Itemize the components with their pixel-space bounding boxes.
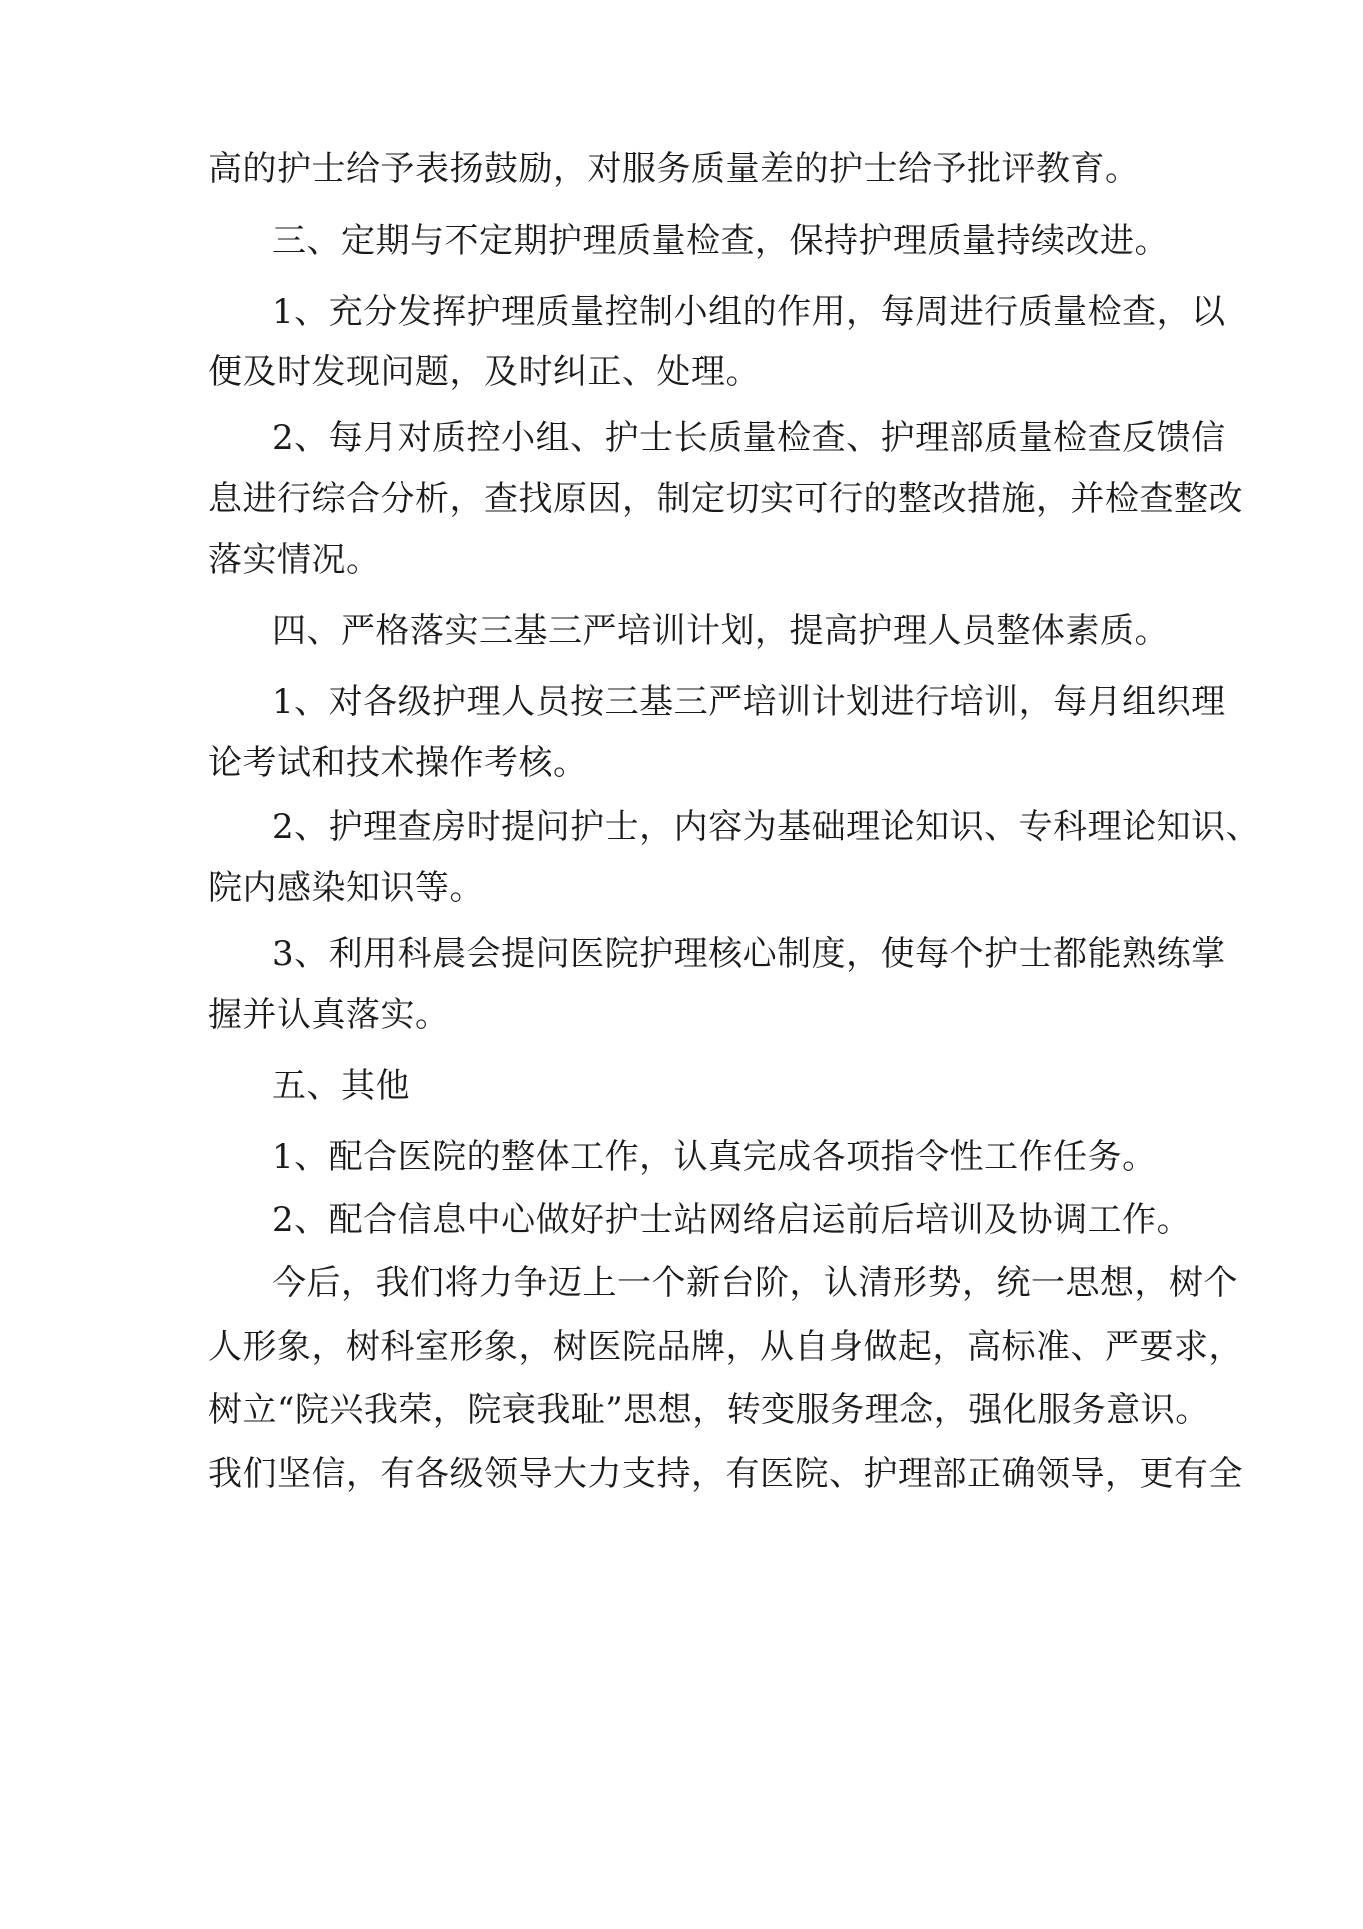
text-line: 高的护士给予表扬鼓励，对服务质量差的护士给予批评教育。 xyxy=(208,149,1140,189)
text-line: 3、利用科晨会提问医院护理核心制度，使每个护士都能熟练掌 xyxy=(272,934,1226,974)
text-line: 院内感染知识等。 xyxy=(208,868,484,908)
text-line: 便及时发现问题，及时纠正、处理。 xyxy=(208,352,760,392)
section-heading: 四、严格落实三基三严培训计划，提高护理人员整体素质。 xyxy=(272,611,1169,651)
section-heading: 五、其他 xyxy=(272,1066,410,1106)
text-line: 落实情况。 xyxy=(208,540,381,580)
text-line: 1、配合医院的整体工作，认真完成各项指令性工作任务。 xyxy=(272,1137,1157,1177)
section-heading: 三、定期与不定期护理质量检查，保持护理质量持续改进。 xyxy=(272,221,1169,261)
text-line: 2、配合信息中心做好护士站网络启运前后培训及协调工作。 xyxy=(272,1200,1192,1240)
text-line: 人形象，树科室形象，树医院品牌，从自身做起，高标准、严要求， xyxy=(208,1327,1243,1367)
text-line: 息进行综合分析，查找原因，制定切实可行的整改措施，并检查整改 xyxy=(208,479,1243,519)
text-line: 论考试和技术操作考核。 xyxy=(208,743,588,783)
text-line: 2、护理查房时提问护士，内容为基础理论知识、专科理论知识、 xyxy=(272,807,1261,847)
text-line: 我们坚信，有各级领导大力支持，有医院、护理部正确领导，更有全 xyxy=(208,1454,1243,1494)
text-line: 1、对各级护理人员按三基三严培训计划进行培训，每月组织理 xyxy=(272,682,1226,722)
text-line: 2、每月对质控小组、护士长质量检查、护理部质量检查反馈信 xyxy=(272,418,1226,458)
text-line: 握并认真落实。 xyxy=(208,995,450,1035)
text-line: 树立“院兴我荣，院衰我耻”思想，转变服务理念，强化服务意识。 xyxy=(208,1390,1210,1430)
text-line: 今后，我们将力争迈上一个新台阶，认清形势，统一思想，树个 xyxy=(272,1263,1238,1303)
text-line: 1、充分发挥护理质量控制小组的作用，每周进行质量检查，以 xyxy=(272,292,1226,332)
